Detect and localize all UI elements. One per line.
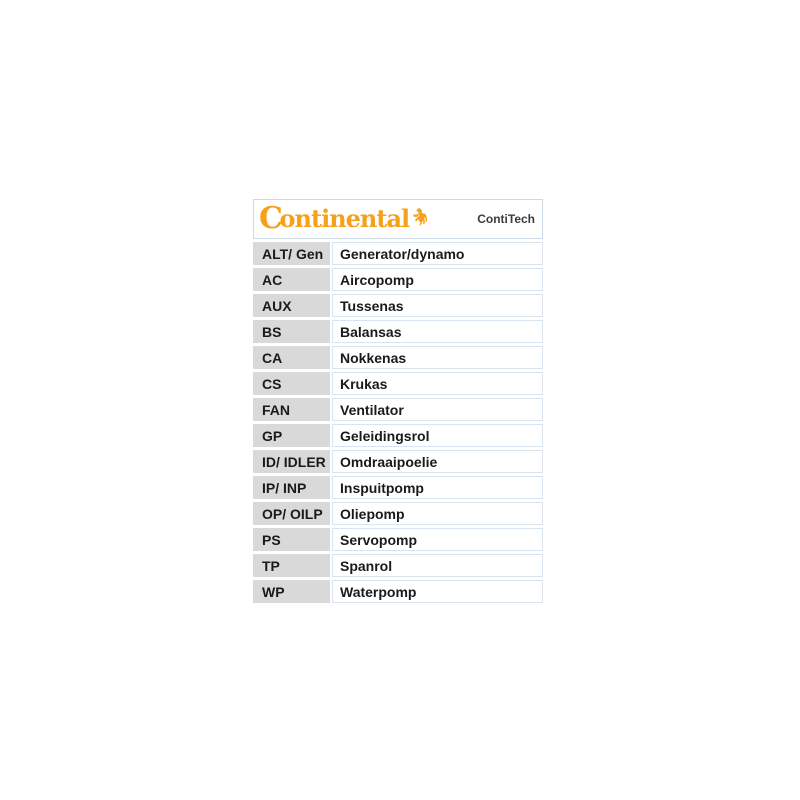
meaning-cell: Tussenas	[332, 294, 543, 317]
meaning-cell: Balansas	[332, 320, 543, 343]
table-row	[253, 372, 543, 395]
logo-text-rest: ontinental	[279, 204, 410, 233]
abbr-cell: GP	[253, 424, 330, 447]
meaning-cell: Ventilator	[332, 398, 543, 421]
abbr-cell: CA	[253, 346, 330, 369]
table-row	[253, 580, 543, 603]
abbreviation-table	[253, 242, 543, 603]
meaning-cell: Oliepomp	[332, 502, 543, 525]
meaning-cell: Servopomp	[332, 528, 543, 551]
table-row	[253, 294, 543, 317]
abbr-cell: BS	[253, 320, 330, 343]
table-row	[253, 424, 543, 447]
meaning-cell: Inspuitpomp	[332, 476, 543, 499]
meaning-cell: Generator/dynamo	[332, 242, 543, 265]
abbr-cell: AUX	[253, 294, 330, 317]
table-row	[253, 268, 543, 291]
abbr-cell: ALT/ Gen	[253, 242, 330, 265]
abbr-cell: PS	[253, 528, 330, 551]
contitech-logo: ContiTech	[477, 212, 535, 226]
table-row	[253, 476, 543, 499]
meaning-cell: Geleidingsrol	[332, 424, 543, 447]
meaning-cell: Nokkenas	[332, 346, 543, 369]
meaning-cell: Spanrol	[332, 554, 543, 577]
continental-logo	[259, 201, 428, 236]
table-row	[253, 346, 543, 369]
logo-text-first: C	[259, 201, 283, 236]
meaning-cell: Krukas	[332, 372, 543, 395]
rearing-horse-icon	[411, 205, 428, 229]
abbr-cell: FAN	[253, 398, 330, 421]
table-row	[253, 242, 543, 265]
abbr-cell: IP/ INP	[253, 476, 330, 499]
brand-header	[253, 199, 543, 239]
abbr-cell: WP	[253, 580, 330, 603]
meaning-cell: Aircopomp	[332, 268, 543, 291]
abbr-cell: ID/ IDLER	[253, 450, 330, 473]
table-row	[253, 450, 543, 473]
meaning-cell: Waterpomp	[332, 580, 543, 603]
legend-card	[253, 199, 543, 603]
abbr-cell: AC	[253, 268, 330, 291]
table-row	[253, 398, 543, 421]
table-row	[253, 502, 543, 525]
table-row	[253, 554, 543, 577]
abbr-cell: CS	[253, 372, 330, 395]
abbr-cell: OP/ OILP	[253, 502, 330, 525]
table-row	[253, 320, 543, 343]
abbr-cell: TP	[253, 554, 330, 577]
table-row	[253, 528, 543, 551]
meaning-cell: Omdraaipoelie	[332, 450, 543, 473]
